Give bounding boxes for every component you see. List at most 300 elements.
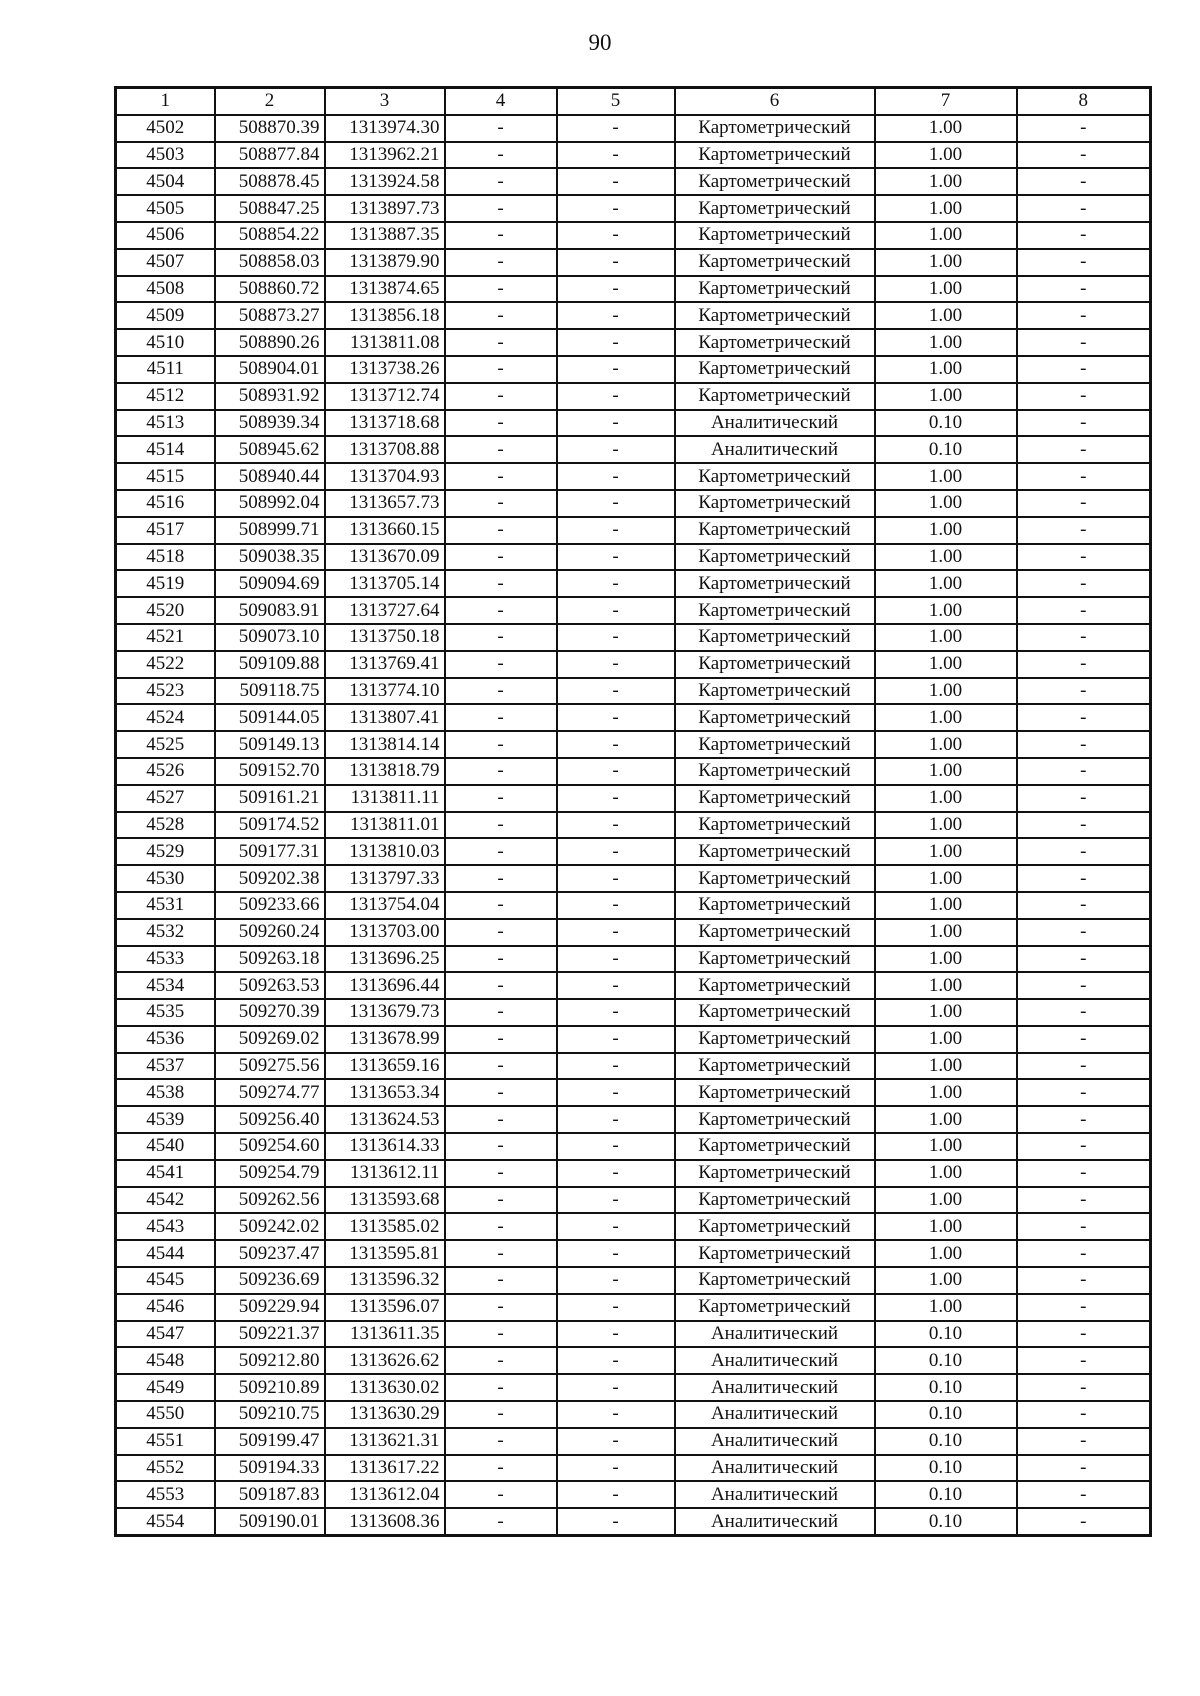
point-number-cell: 4538 xyxy=(116,1079,215,1106)
table-row xyxy=(116,731,1151,758)
table-row xyxy=(116,972,1151,999)
y-coordinate-cell: 1313703.00 xyxy=(325,919,445,946)
method-cell: Картометрический xyxy=(675,1187,875,1214)
col4-cell: - xyxy=(445,758,557,785)
x-coordinate-cell: 509038.35 xyxy=(215,544,325,571)
col8-cell: - xyxy=(1017,1053,1151,1080)
table-row xyxy=(116,1160,1151,1187)
table-row xyxy=(116,1347,1151,1374)
y-coordinate-cell: 1313811.01 xyxy=(325,812,445,839)
col4-cell: - xyxy=(445,678,557,705)
y-coordinate-cell: 1313974.30 xyxy=(325,115,445,142)
method-cell: Аналитический xyxy=(675,1481,875,1508)
point-number-cell: 4522 xyxy=(116,651,215,678)
point-number-cell: 4539 xyxy=(116,1106,215,1133)
col8-cell: - xyxy=(1017,865,1151,892)
y-coordinate-cell: 1313874.65 xyxy=(325,276,445,303)
col5-cell: - xyxy=(557,1160,675,1187)
accuracy-cell: 1.00 xyxy=(875,785,1017,812)
accuracy-cell: 1.00 xyxy=(875,838,1017,865)
method-cell: Аналитический xyxy=(675,1508,875,1535)
col5-cell: - xyxy=(557,1481,675,1508)
col5-cell: - xyxy=(557,436,675,463)
col8-cell: - xyxy=(1017,463,1151,490)
x-coordinate-cell: 509274.77 xyxy=(215,1079,325,1106)
accuracy-cell: 0.10 xyxy=(875,1481,1017,1508)
col8-cell: - xyxy=(1017,410,1151,437)
y-coordinate-cell: 1313611.35 xyxy=(325,1321,445,1348)
y-coordinate-cell: 1313612.04 xyxy=(325,1481,445,1508)
col8-cell: - xyxy=(1017,1481,1151,1508)
y-coordinate-cell: 1313754.04 xyxy=(325,892,445,919)
col5-cell: - xyxy=(557,1508,675,1535)
col4-cell: - xyxy=(445,195,557,222)
accuracy-cell: 1.00 xyxy=(875,302,1017,329)
y-coordinate-cell: 1313718.68 xyxy=(325,410,445,437)
x-coordinate-cell: 509149.13 xyxy=(215,731,325,758)
point-number-cell: 4532 xyxy=(116,919,215,946)
point-number-cell: 4502 xyxy=(116,115,215,142)
col8-cell: - xyxy=(1017,276,1151,303)
method-cell: Картометрический xyxy=(675,570,875,597)
method-cell: Картометрический xyxy=(675,329,875,356)
method-cell: Картометрический xyxy=(675,222,875,249)
col5-cell: - xyxy=(557,704,675,731)
point-number-cell: 4551 xyxy=(116,1428,215,1455)
col4-cell: - xyxy=(445,1294,557,1321)
accuracy-cell: 1.00 xyxy=(875,946,1017,973)
method-cell: Картометрический xyxy=(675,1294,875,1321)
y-coordinate-cell: 1313657.73 xyxy=(325,490,445,517)
accuracy-cell: 1.00 xyxy=(875,1267,1017,1294)
y-coordinate-cell: 1313696.44 xyxy=(325,972,445,999)
method-cell: Картометрический xyxy=(675,812,875,839)
col8-cell: - xyxy=(1017,999,1151,1026)
point-number-cell: 4525 xyxy=(116,731,215,758)
method-cell: Картометрический xyxy=(675,1240,875,1267)
table-row xyxy=(116,597,1151,624)
x-coordinate-cell: 509073.10 xyxy=(215,624,325,651)
x-coordinate-cell: 509270.39 xyxy=(215,999,325,1026)
col8-cell: - xyxy=(1017,704,1151,731)
accuracy-cell: 1.00 xyxy=(875,517,1017,544)
point-number-cell: 4517 xyxy=(116,517,215,544)
y-coordinate-cell: 1313738.26 xyxy=(325,356,445,383)
x-coordinate-cell: 508860.72 xyxy=(215,276,325,303)
x-coordinate-cell: 508873.27 xyxy=(215,302,325,329)
x-coordinate-cell: 508999.71 xyxy=(215,517,325,544)
table-row xyxy=(116,276,1151,303)
x-coordinate-cell: 509109.88 xyxy=(215,651,325,678)
y-coordinate-cell: 1313856.18 xyxy=(325,302,445,329)
table-body xyxy=(116,115,1151,1536)
point-number-cell: 4536 xyxy=(116,1026,215,1053)
accuracy-cell: 1.00 xyxy=(875,651,1017,678)
table-row xyxy=(116,704,1151,731)
y-coordinate-cell: 1313617.22 xyxy=(325,1455,445,1482)
accuracy-cell: 1.00 xyxy=(875,919,1017,946)
col8-cell: - xyxy=(1017,1240,1151,1267)
table-row xyxy=(116,758,1151,785)
y-coordinate-cell: 1313769.41 xyxy=(325,651,445,678)
accuracy-cell: 1.00 xyxy=(875,195,1017,222)
table-row xyxy=(116,1428,1151,1455)
accuracy-cell: 0.10 xyxy=(875,1455,1017,1482)
y-coordinate-cell: 1313678.99 xyxy=(325,1026,445,1053)
method-cell: Картометрический xyxy=(675,624,875,651)
accuracy-cell: 1.00 xyxy=(875,490,1017,517)
method-cell: Картометрический xyxy=(675,999,875,1026)
point-number-cell: 4503 xyxy=(116,142,215,169)
col5-cell: - xyxy=(557,1455,675,1482)
col4-cell: - xyxy=(445,1026,557,1053)
accuracy-cell: 1.00 xyxy=(875,999,1017,1026)
accuracy-cell: 0.10 xyxy=(875,1508,1017,1535)
x-coordinate-cell: 509210.89 xyxy=(215,1374,325,1401)
col8-cell: - xyxy=(1017,1401,1151,1428)
table-row xyxy=(116,785,1151,812)
x-coordinate-cell: 509229.94 xyxy=(215,1294,325,1321)
col4-cell: - xyxy=(445,1187,557,1214)
col5-cell: - xyxy=(557,1106,675,1133)
point-number-cell: 4514 xyxy=(116,436,215,463)
accuracy-cell: 1.00 xyxy=(875,1160,1017,1187)
x-coordinate-cell: 509269.02 xyxy=(215,1026,325,1053)
table-row xyxy=(116,865,1151,892)
x-coordinate-cell: 509233.66 xyxy=(215,892,325,919)
y-coordinate-cell: 1313621.31 xyxy=(325,1428,445,1455)
y-coordinate-cell: 1313708.88 xyxy=(325,436,445,463)
method-cell: Аналитический xyxy=(675,1428,875,1455)
table-header-row xyxy=(116,88,1151,115)
col5-cell: - xyxy=(557,1079,675,1106)
accuracy-cell: 1.00 xyxy=(875,276,1017,303)
col8-cell: - xyxy=(1017,972,1151,999)
col5-cell: - xyxy=(557,1267,675,1294)
y-coordinate-cell: 1313630.29 xyxy=(325,1401,445,1428)
col4-cell: - xyxy=(445,704,557,731)
col4-cell: - xyxy=(445,222,557,249)
col5-cell: - xyxy=(557,1187,675,1214)
col5-cell: - xyxy=(557,785,675,812)
col8-cell: - xyxy=(1017,1160,1151,1187)
accuracy-cell: 1.00 xyxy=(875,1240,1017,1267)
y-coordinate-cell: 1313660.15 xyxy=(325,517,445,544)
point-number-cell: 4523 xyxy=(116,678,215,705)
col5-cell: - xyxy=(557,865,675,892)
col8-cell: - xyxy=(1017,1133,1151,1160)
x-coordinate-cell: 508939.34 xyxy=(215,410,325,437)
col4-cell: - xyxy=(445,356,557,383)
col8-cell: - xyxy=(1017,1294,1151,1321)
table-row xyxy=(116,999,1151,1026)
point-number-cell: 4526 xyxy=(116,758,215,785)
col5-cell: - xyxy=(557,463,675,490)
point-number-cell: 4537 xyxy=(116,1053,215,1080)
y-coordinate-cell: 1313962.21 xyxy=(325,142,445,169)
col5-cell: - xyxy=(557,597,675,624)
table-row xyxy=(116,490,1151,517)
point-number-cell: 4548 xyxy=(116,1347,215,1374)
col5-cell: - xyxy=(557,812,675,839)
x-coordinate-cell: 509236.69 xyxy=(215,1267,325,1294)
col8-cell: - xyxy=(1017,329,1151,356)
coordinates-table xyxy=(114,86,1152,1537)
point-number-cell: 4549 xyxy=(116,1374,215,1401)
point-number-cell: 4510 xyxy=(116,329,215,356)
x-coordinate-cell: 508847.25 xyxy=(215,195,325,222)
y-coordinate-cell: 1313704.93 xyxy=(325,463,445,490)
method-cell: Картометрический xyxy=(675,704,875,731)
col5-cell: - xyxy=(557,624,675,651)
x-coordinate-cell: 509174.52 xyxy=(215,812,325,839)
accuracy-cell: 1.00 xyxy=(875,812,1017,839)
table-row xyxy=(116,624,1151,651)
table-row xyxy=(116,329,1151,356)
col8-cell: - xyxy=(1017,383,1151,410)
y-coordinate-cell: 1313612.11 xyxy=(325,1160,445,1187)
col5-cell: - xyxy=(557,1401,675,1428)
accuracy-cell: 1.00 xyxy=(875,142,1017,169)
table-row xyxy=(116,1481,1151,1508)
table-row xyxy=(116,838,1151,865)
col8-cell: - xyxy=(1017,490,1151,517)
point-number-cell: 4550 xyxy=(116,1401,215,1428)
table-row xyxy=(116,651,1151,678)
col5-cell: - xyxy=(557,1428,675,1455)
col5-cell: - xyxy=(557,678,675,705)
x-coordinate-cell: 508858.03 xyxy=(215,249,325,276)
y-coordinate-cell: 1313679.73 xyxy=(325,999,445,1026)
x-coordinate-cell: 509144.05 xyxy=(215,704,325,731)
accuracy-cell: 1.00 xyxy=(875,1053,1017,1080)
point-number-cell: 4529 xyxy=(116,838,215,865)
table-row xyxy=(116,1321,1151,1348)
y-coordinate-cell: 1313814.14 xyxy=(325,731,445,758)
table-row xyxy=(116,570,1151,597)
point-number-cell: 4506 xyxy=(116,222,215,249)
col8-cell: - xyxy=(1017,678,1151,705)
x-coordinate-cell: 509237.47 xyxy=(215,1240,325,1267)
col8-cell: - xyxy=(1017,1106,1151,1133)
point-number-cell: 4553 xyxy=(116,1481,215,1508)
x-coordinate-cell: 508940.44 xyxy=(215,463,325,490)
point-number-cell: 4524 xyxy=(116,704,215,731)
col5-cell: - xyxy=(557,329,675,356)
accuracy-cell: 1.00 xyxy=(875,544,1017,571)
accuracy-cell: 1.00 xyxy=(875,1213,1017,1240)
col4-cell: - xyxy=(445,249,557,276)
table-row xyxy=(116,249,1151,276)
col8-cell: - xyxy=(1017,436,1151,463)
col5-cell: - xyxy=(557,168,675,195)
col8-cell: - xyxy=(1017,1374,1151,1401)
method-cell: Картометрический xyxy=(675,1079,875,1106)
y-coordinate-cell: 1313924.58 xyxy=(325,168,445,195)
col5-cell: - xyxy=(557,972,675,999)
col4-cell: - xyxy=(445,1240,557,1267)
method-cell: Картометрический xyxy=(675,919,875,946)
col4-cell: - xyxy=(445,838,557,865)
method-cell: Картометрический xyxy=(675,892,875,919)
table-row xyxy=(116,410,1151,437)
col4-cell: - xyxy=(445,1321,557,1348)
y-coordinate-cell: 1313727.64 xyxy=(325,597,445,624)
x-coordinate-cell: 509221.37 xyxy=(215,1321,325,1348)
x-coordinate-cell: 509190.01 xyxy=(215,1508,325,1535)
x-coordinate-cell: 509118.75 xyxy=(215,678,325,705)
table-row xyxy=(116,436,1151,463)
method-cell: Картометрический xyxy=(675,758,875,785)
accuracy-cell: 1.00 xyxy=(875,356,1017,383)
col5-cell: - xyxy=(557,276,675,303)
x-coordinate-cell: 509242.02 xyxy=(215,1213,325,1240)
col5-cell: - xyxy=(557,999,675,1026)
table-row xyxy=(116,1267,1151,1294)
method-cell: Картометрический xyxy=(675,168,875,195)
x-coordinate-cell: 509199.47 xyxy=(215,1428,325,1455)
col4-cell: - xyxy=(445,1213,557,1240)
y-coordinate-cell: 1313624.53 xyxy=(325,1106,445,1133)
x-coordinate-cell: 509262.56 xyxy=(215,1187,325,1214)
col5-cell: - xyxy=(557,651,675,678)
method-cell: Картометрический xyxy=(675,597,875,624)
table-row xyxy=(116,1294,1151,1321)
col8-cell: - xyxy=(1017,919,1151,946)
col4-cell: - xyxy=(445,276,557,303)
table-row xyxy=(116,892,1151,919)
y-coordinate-cell: 1313712.74 xyxy=(325,383,445,410)
col8-cell: - xyxy=(1017,517,1151,544)
method-cell: Картометрический xyxy=(675,302,875,329)
point-number-cell: 4531 xyxy=(116,892,215,919)
point-number-cell: 4545 xyxy=(116,1267,215,1294)
y-coordinate-cell: 1313810.03 xyxy=(325,838,445,865)
table-row xyxy=(116,1508,1151,1535)
accuracy-cell: 0.10 xyxy=(875,1321,1017,1348)
col8-cell: - xyxy=(1017,1187,1151,1214)
col5-cell: - xyxy=(557,1026,675,1053)
x-coordinate-cell: 508945.62 xyxy=(215,436,325,463)
point-number-cell: 4508 xyxy=(116,276,215,303)
y-coordinate-cell: 1313593.68 xyxy=(325,1187,445,1214)
point-number-cell: 4527 xyxy=(116,785,215,812)
table-row xyxy=(116,1240,1151,1267)
column-header: 2 xyxy=(215,88,325,115)
table-row xyxy=(116,678,1151,705)
col5-cell: - xyxy=(557,249,675,276)
x-coordinate-cell: 508878.45 xyxy=(215,168,325,195)
table-row xyxy=(116,1374,1151,1401)
accuracy-cell: 1.00 xyxy=(875,329,1017,356)
x-coordinate-cell: 509275.56 xyxy=(215,1053,325,1080)
y-coordinate-cell: 1313696.25 xyxy=(325,946,445,973)
col8-cell: - xyxy=(1017,1321,1151,1348)
col5-cell: - xyxy=(557,142,675,169)
point-number-cell: 4520 xyxy=(116,597,215,624)
col4-cell: - xyxy=(445,946,557,973)
y-coordinate-cell: 1313585.02 xyxy=(325,1213,445,1240)
method-cell: Картометрический xyxy=(675,490,875,517)
method-cell: Картометрический xyxy=(675,195,875,222)
accuracy-cell: 1.00 xyxy=(875,168,1017,195)
accuracy-cell: 1.00 xyxy=(875,463,1017,490)
method-cell: Картометрический xyxy=(675,249,875,276)
y-coordinate-cell: 1313670.09 xyxy=(325,544,445,571)
col8-cell: - xyxy=(1017,731,1151,758)
col8-cell: - xyxy=(1017,785,1151,812)
col5-cell: - xyxy=(557,1133,675,1160)
method-cell: Аналитический xyxy=(675,1374,875,1401)
x-coordinate-cell: 509177.31 xyxy=(215,838,325,865)
accuracy-cell: 1.00 xyxy=(875,972,1017,999)
col4-cell: - xyxy=(445,972,557,999)
method-cell: Картометрический xyxy=(675,142,875,169)
table-row xyxy=(116,1401,1151,1428)
table-row xyxy=(116,544,1151,571)
col5-cell: - xyxy=(557,544,675,571)
col8-cell: - xyxy=(1017,1428,1151,1455)
point-number-cell: 4554 xyxy=(116,1508,215,1535)
y-coordinate-cell: 1313596.32 xyxy=(325,1267,445,1294)
method-cell: Картометрический xyxy=(675,1106,875,1133)
col8-cell: - xyxy=(1017,597,1151,624)
x-coordinate-cell: 509161.21 xyxy=(215,785,325,812)
y-coordinate-cell: 1313630.02 xyxy=(325,1374,445,1401)
column-header: 7 xyxy=(875,88,1017,115)
table-row xyxy=(116,115,1151,142)
point-number-cell: 4505 xyxy=(116,195,215,222)
point-number-cell: 4533 xyxy=(116,946,215,973)
table-row xyxy=(116,168,1151,195)
x-coordinate-cell: 509260.24 xyxy=(215,919,325,946)
col8-cell: - xyxy=(1017,651,1151,678)
col4-cell: - xyxy=(445,1455,557,1482)
y-coordinate-cell: 1313626.62 xyxy=(325,1347,445,1374)
x-coordinate-cell: 509263.18 xyxy=(215,946,325,973)
col8-cell: - xyxy=(1017,624,1151,651)
method-cell: Картометрический xyxy=(675,356,875,383)
col4-cell: - xyxy=(445,1079,557,1106)
accuracy-cell: 1.00 xyxy=(875,865,1017,892)
method-cell: Картометрический xyxy=(675,1053,875,1080)
col8-cell: - xyxy=(1017,758,1151,785)
table-row xyxy=(116,383,1151,410)
col4-cell: - xyxy=(445,544,557,571)
col4-cell: - xyxy=(445,1508,557,1535)
point-number-cell: 4530 xyxy=(116,865,215,892)
y-coordinate-cell: 1313879.90 xyxy=(325,249,445,276)
accuracy-cell: 1.00 xyxy=(875,704,1017,731)
col4-cell: - xyxy=(445,383,557,410)
accuracy-cell: 1.00 xyxy=(875,249,1017,276)
col5-cell: - xyxy=(557,410,675,437)
table-row xyxy=(116,1187,1151,1214)
table-row xyxy=(116,1026,1151,1053)
accuracy-cell: 1.00 xyxy=(875,597,1017,624)
col8-cell: - xyxy=(1017,1026,1151,1053)
col4-cell: - xyxy=(445,1053,557,1080)
point-number-cell: 4512 xyxy=(116,383,215,410)
col5-cell: - xyxy=(557,838,675,865)
point-number-cell: 4534 xyxy=(116,972,215,999)
method-cell: Картометрический xyxy=(675,651,875,678)
method-cell: Картометрический xyxy=(675,463,875,490)
y-coordinate-cell: 1313818.79 xyxy=(325,758,445,785)
point-number-cell: 4515 xyxy=(116,463,215,490)
point-number-cell: 4543 xyxy=(116,1213,215,1240)
x-coordinate-cell: 508890.26 xyxy=(215,329,325,356)
